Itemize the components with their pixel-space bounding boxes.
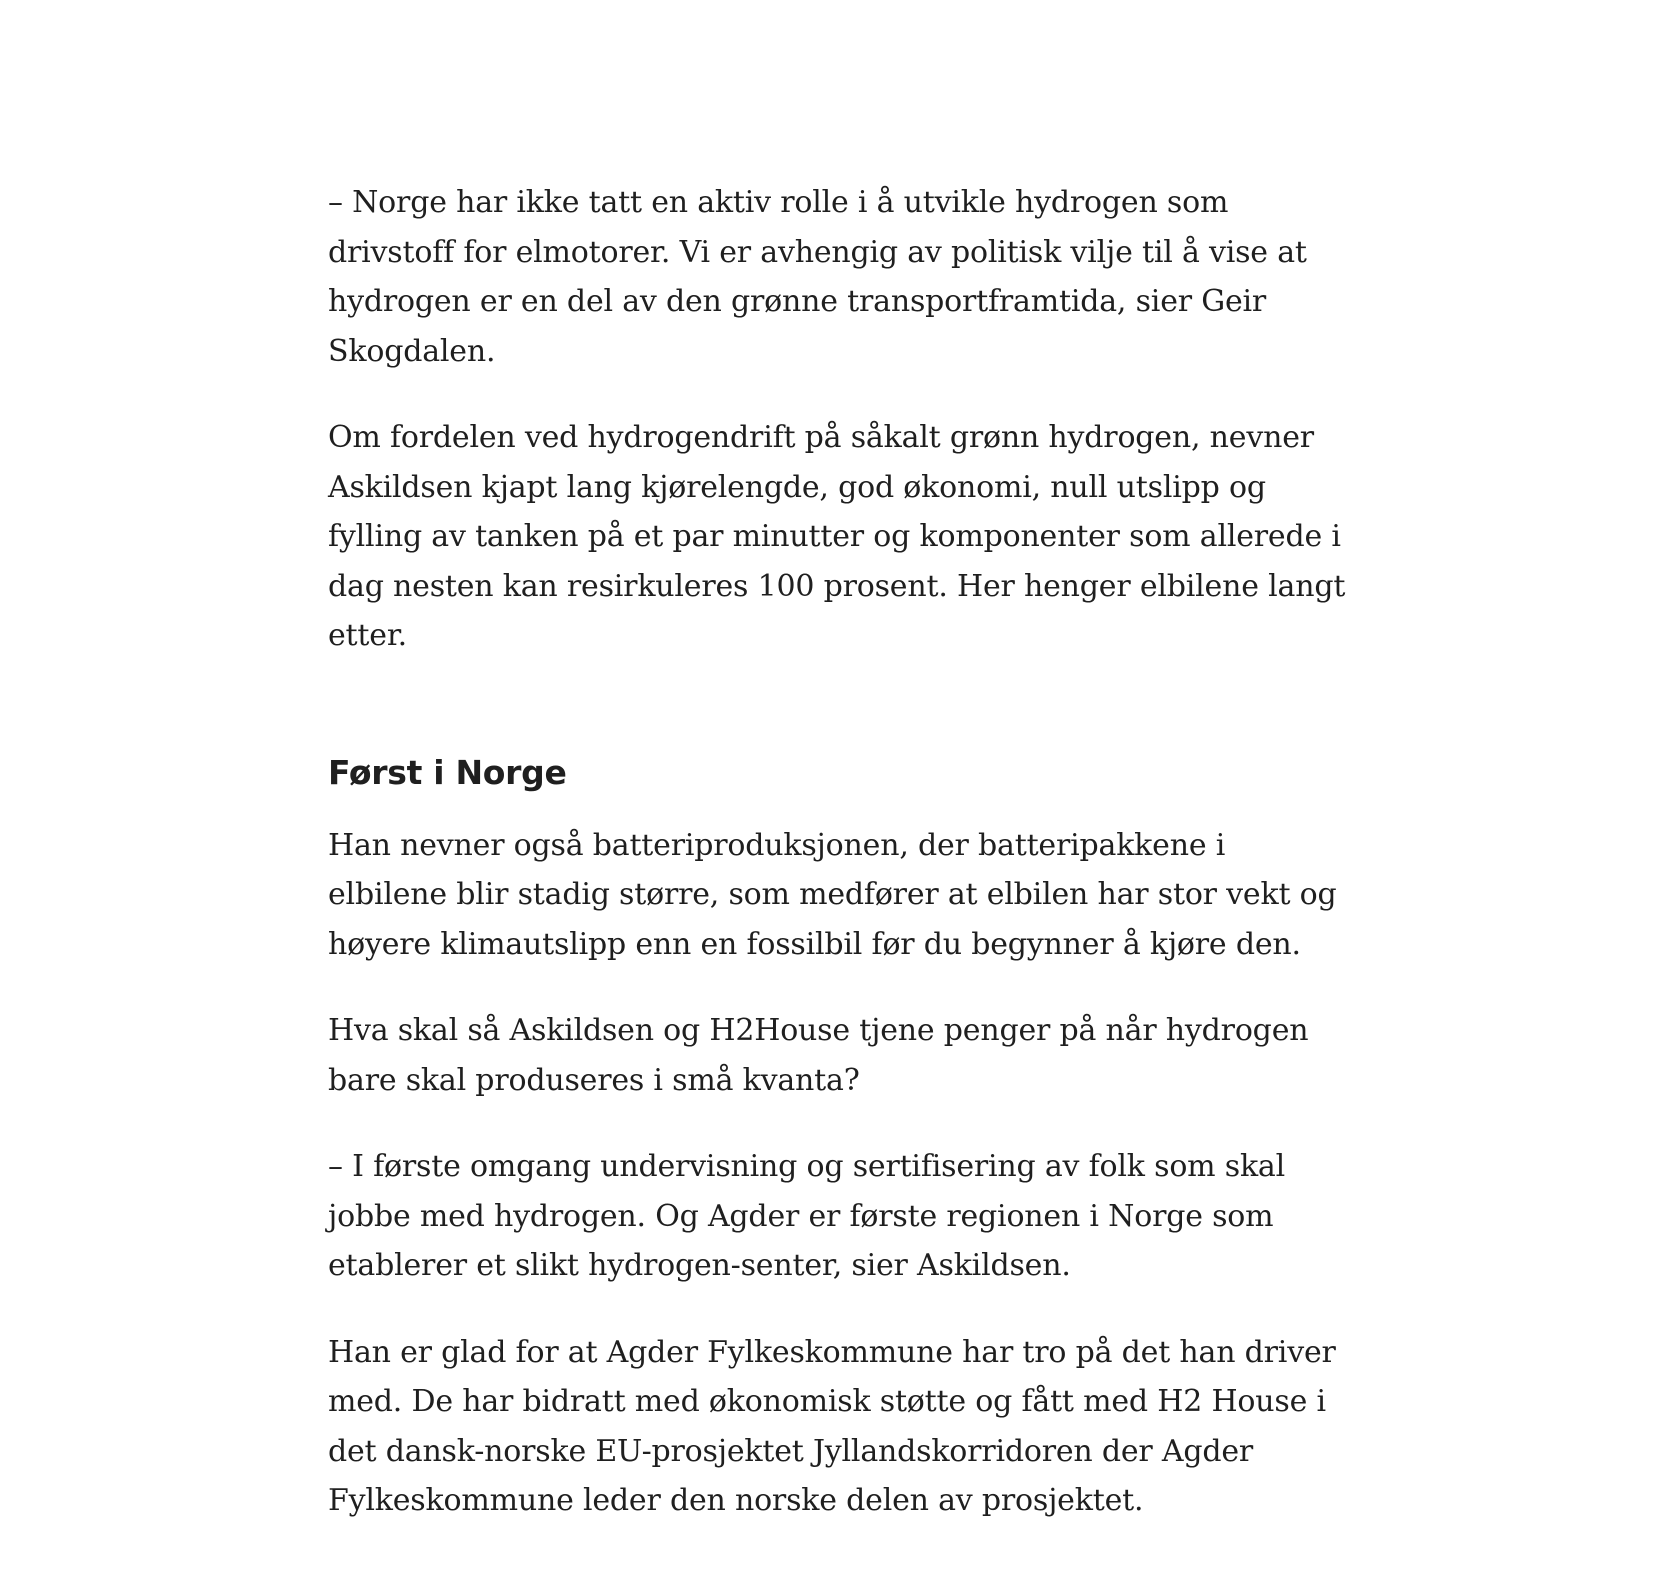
- paragraph-agder-support: Han er glad for at Agder Fylkeskommune har tro på det han driver med. De har bidratt med økonomisk støtte og fått med H2 House i det dansk-norske EU-prosjektet Jyllandskorridoren der Agder Fylkeskommune leder den norske delen av prosjektet.: [328, 1334, 1336, 1518]
- paragraph-question: Hva skal så Askildsen og H2House tjene penger på når hydrogen bare skal produseres i små kvanta?: [328, 1013, 1309, 1098]
- paragraph-hydrogen-advantages: Om fordelen ved hydrogendrift på såkalt grønn hydrogen, nevner Askildsen kjapt lang kjørelengde, god økonomi, null utslipp og fylling av tanken på et par minutter og komponenter som allerede i dag nesten kan resirkuleres 100 prosent. Her henger elbilene langt etter.: [328, 420, 1346, 653]
- paragraph-askildsen-quote: – I første omgang undervisning og sertifisering av folk som skal jobbe med hydrogen. Og Agder er første regionen i Norge som etablerer et slikt hydrogen-senter, sier Askildsen.: [328, 1149, 1286, 1283]
- section-heading: Først i Norge: [328, 752, 567, 792]
- paragraph-skogdalen-quote: – Norge har ikke tatt en aktiv rolle i å utvikle hydrogen som drivstoff for elmotorer. Vi er avhengig av politisk vilje til å vise at hydrogen er en del av den grønne transportframtida, sier Geir Skogdalen.: [328, 185, 1307, 369]
- paragraph-battery-production: Han nevner også batteriproduksjonen, der batteripakkene i elbilene blir stadig større, som medfører at elbilen har stor vekt og høyere klimautslipp enn en fossilbil før du begynner å kjøre den.: [328, 827, 1337, 962]
- article-body: [328, 178, 1348, 1563]
